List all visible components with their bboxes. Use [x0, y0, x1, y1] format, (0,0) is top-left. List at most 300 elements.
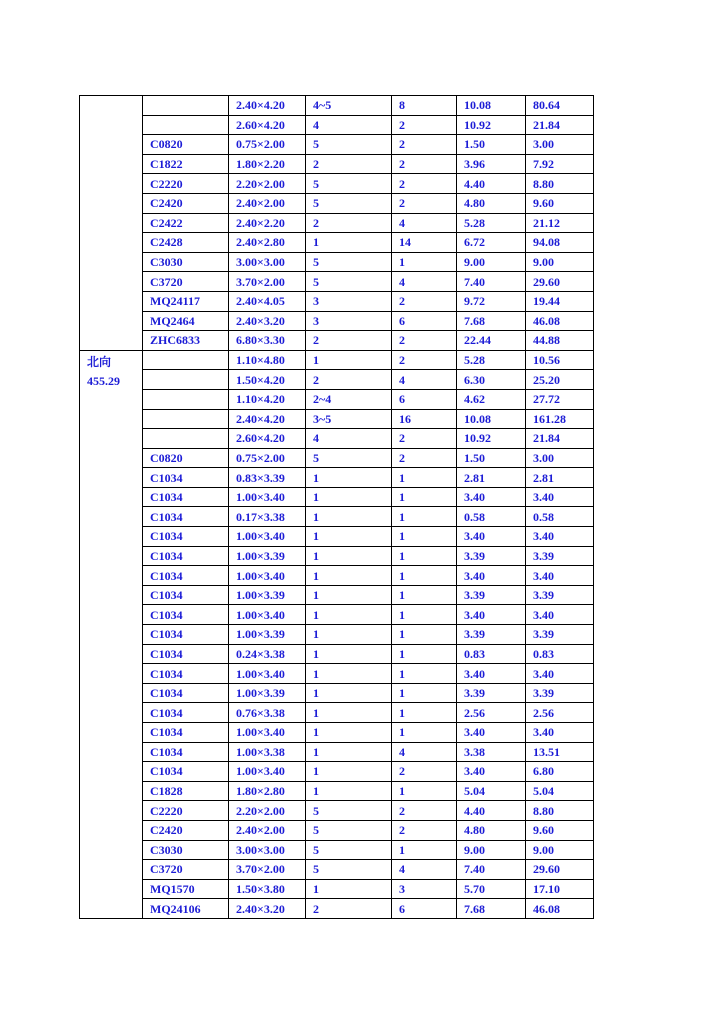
window-code-cell: C1828: [143, 781, 229, 801]
unit-area-cell: 4.62: [457, 389, 526, 409]
count-cell: 2: [392, 801, 457, 821]
window-code-cell: [143, 389, 229, 409]
window-code-cell: C1034: [143, 762, 229, 782]
floor-cell: 5: [306, 193, 392, 213]
unit-area-cell: 9.00: [457, 252, 526, 272]
count-cell: 2: [392, 193, 457, 213]
floor-cell: 1: [306, 546, 392, 566]
table-row: [80, 468, 594, 488]
total-area-cell: 3.00: [526, 448, 594, 468]
total-area-cell: 29.60: [526, 860, 594, 880]
total-area-cell: 46.08: [526, 311, 594, 331]
total-area-cell: 7.92: [526, 154, 594, 174]
window-code-cell: C3030: [143, 840, 229, 860]
count-cell: 4: [392, 370, 457, 390]
size-cell: 1.10×4.20: [229, 389, 306, 409]
size-cell: 1.80×2.80: [229, 781, 306, 801]
unit-area-cell: 3.40: [457, 723, 526, 743]
total-area-cell: 3.40: [526, 605, 594, 625]
floor-cell: 1: [306, 644, 392, 664]
unit-area-cell: 1.50: [457, 448, 526, 468]
total-area-cell: 2.56: [526, 703, 594, 723]
total-area-cell: 8.80: [526, 174, 594, 194]
count-cell: 1: [392, 507, 457, 527]
floor-cell: 1: [306, 703, 392, 723]
table-row: [80, 370, 594, 390]
total-area-cell: 9.00: [526, 252, 594, 272]
total-area-cell: 9.60: [526, 820, 594, 840]
table-row: [80, 291, 594, 311]
table-row: [80, 840, 594, 860]
table-row: [80, 193, 594, 213]
unit-area-cell: 3.39: [457, 625, 526, 645]
size-cell: 2.40×4.05: [229, 291, 306, 311]
table-row: [80, 135, 594, 155]
size-cell: 3.00×3.00: [229, 840, 306, 860]
unit-area-cell: 0.83: [457, 644, 526, 664]
count-cell: 4: [392, 272, 457, 292]
table-row: [80, 703, 594, 723]
window-code-cell: [143, 350, 229, 370]
table-row: [80, 625, 594, 645]
size-cell: 1.50×4.20: [229, 370, 306, 390]
size-cell: 3.00×3.00: [229, 252, 306, 272]
table-row: [80, 664, 594, 684]
count-cell: 2: [392, 762, 457, 782]
unit-area-cell: 3.39: [457, 546, 526, 566]
count-cell: 1: [392, 664, 457, 684]
window-code-cell: C1034: [143, 527, 229, 547]
size-cell: 2.40×4.20: [229, 96, 306, 116]
floor-cell: 5: [306, 820, 392, 840]
total-area-cell: 3.40: [526, 566, 594, 586]
direction-total: 455.29: [87, 373, 120, 388]
size-cell: 2.40×4.20: [229, 409, 306, 429]
direction-label: 北向: [87, 354, 112, 369]
floor-cell: 4~5: [306, 96, 392, 116]
window-code-cell: C1034: [143, 723, 229, 743]
count-cell: 2: [392, 135, 457, 155]
count-cell: 1: [392, 487, 457, 507]
table-row: [80, 389, 594, 409]
window-code-cell: C0820: [143, 135, 229, 155]
size-cell: 1.00×3.40: [229, 605, 306, 625]
total-area-cell: 9.60: [526, 193, 594, 213]
floor-cell: 2: [306, 154, 392, 174]
floor-cell: 2: [306, 213, 392, 233]
size-cell: 0.17×3.38: [229, 507, 306, 527]
size-cell: 2.40×3.20: [229, 311, 306, 331]
direction-cell: [80, 96, 143, 351]
size-cell: 2.40×2.20: [229, 213, 306, 233]
count-cell: 1: [392, 703, 457, 723]
floor-cell: 3: [306, 311, 392, 331]
window-code-cell: C1034: [143, 625, 229, 645]
total-area-cell: 10.56: [526, 350, 594, 370]
window-code-cell: [143, 429, 229, 449]
total-area-cell: 94.08: [526, 233, 594, 253]
floor-cell: 1: [306, 605, 392, 625]
table-row: [80, 879, 594, 899]
unit-area-cell: 5.28: [457, 350, 526, 370]
total-area-cell: 3.40: [526, 664, 594, 684]
total-area-cell: 3.00: [526, 135, 594, 155]
floor-cell: 1: [306, 723, 392, 743]
count-cell: 1: [392, 585, 457, 605]
total-area-cell: 44.88: [526, 331, 594, 351]
floor-cell: 4: [306, 115, 392, 135]
count-cell: 2: [392, 448, 457, 468]
floor-cell: 2~4: [306, 389, 392, 409]
table-row: [80, 585, 594, 605]
total-area-cell: 5.04: [526, 781, 594, 801]
unit-area-cell: 3.40: [457, 664, 526, 684]
floor-cell: 2: [306, 899, 392, 919]
table-row: [80, 115, 594, 135]
total-area-cell: 27.72: [526, 389, 594, 409]
window-code-cell: C1034: [143, 742, 229, 762]
window-code-cell: C1034: [143, 703, 229, 723]
floor-cell: 1: [306, 487, 392, 507]
size-cell: 1.00×3.38: [229, 742, 306, 762]
size-cell: 1.00×3.39: [229, 625, 306, 645]
unit-area-cell: 9.72: [457, 291, 526, 311]
floor-cell: 1: [306, 350, 392, 370]
table-row: [80, 683, 594, 703]
unit-area-cell: 1.50: [457, 135, 526, 155]
count-cell: 1: [392, 781, 457, 801]
size-cell: 1.00×3.39: [229, 683, 306, 703]
window-code-cell: C1034: [143, 566, 229, 586]
floor-cell: 3: [306, 291, 392, 311]
count-cell: 6: [392, 899, 457, 919]
count-cell: 6: [392, 311, 457, 331]
size-cell: 1.50×3.80: [229, 879, 306, 899]
unit-area-cell: 6.30: [457, 370, 526, 390]
window-code-cell: C1034: [143, 605, 229, 625]
count-cell: 2: [392, 115, 457, 135]
floor-cell: 1: [306, 507, 392, 527]
unit-area-cell: 4.80: [457, 193, 526, 213]
table-row: [80, 487, 594, 507]
total-area-cell: 3.40: [526, 723, 594, 743]
count-cell: 4: [392, 860, 457, 880]
window-code-cell: [143, 370, 229, 390]
unit-area-cell: 3.38: [457, 742, 526, 762]
size-cell: 2.40×2.00: [229, 820, 306, 840]
table-row: [80, 899, 594, 919]
count-cell: 1: [392, 527, 457, 547]
table-row: [80, 311, 594, 331]
unit-area-cell: 3.39: [457, 585, 526, 605]
size-cell: 1.80×2.20: [229, 154, 306, 174]
unit-area-cell: 3.40: [457, 605, 526, 625]
size-cell: 2.20×2.00: [229, 174, 306, 194]
window-code-cell: C2420: [143, 820, 229, 840]
total-area-cell: 0.58: [526, 507, 594, 527]
size-cell: 1.00×3.40: [229, 527, 306, 547]
floor-cell: 2: [306, 370, 392, 390]
size-cell: 1.00×3.40: [229, 664, 306, 684]
total-area-cell: 6.80: [526, 762, 594, 782]
count-cell: 1: [392, 546, 457, 566]
floor-cell: 5: [306, 860, 392, 880]
floor-cell: 5: [306, 801, 392, 821]
floor-cell: 1: [306, 683, 392, 703]
total-area-cell: 3.40: [526, 527, 594, 547]
window-code-cell: C1822: [143, 154, 229, 174]
window-code-cell: C3030: [143, 252, 229, 272]
total-area-cell: 161.28: [526, 409, 594, 429]
floor-cell: 1: [306, 233, 392, 253]
count-cell: 1: [392, 625, 457, 645]
unit-area-cell: 10.92: [457, 115, 526, 135]
window-code-cell: C3720: [143, 272, 229, 292]
window-code-cell: C1034: [143, 468, 229, 488]
floor-cell: 1: [306, 742, 392, 762]
size-cell: 2.40×2.00: [229, 193, 306, 213]
count-cell: 1: [392, 566, 457, 586]
window-code-cell: MQ1570: [143, 879, 229, 899]
unit-area-cell: 2.81: [457, 468, 526, 488]
window-code-cell: C1034: [143, 546, 229, 566]
table-row: [80, 213, 594, 233]
unit-area-cell: 6.72: [457, 233, 526, 253]
window-code-cell: C1034: [143, 585, 229, 605]
table-row: [80, 409, 594, 429]
total-area-cell: 29.60: [526, 272, 594, 292]
total-area-cell: 3.39: [526, 625, 594, 645]
count-cell: 4: [392, 213, 457, 233]
count-cell: 4: [392, 742, 457, 762]
count-cell: 1: [392, 605, 457, 625]
count-cell: 1: [392, 840, 457, 860]
table-row: [80, 605, 594, 625]
size-cell: 2.20×2.00: [229, 801, 306, 821]
floor-cell: 5: [306, 840, 392, 860]
size-cell: 1.00×3.40: [229, 762, 306, 782]
unit-area-cell: 0.58: [457, 507, 526, 527]
table-row: [80, 742, 594, 762]
total-area-cell: 80.64: [526, 96, 594, 116]
table-row: [80, 723, 594, 743]
total-area-cell: 21.12: [526, 213, 594, 233]
table-row: [80, 429, 594, 449]
table-row: [80, 860, 594, 880]
table-row: [80, 507, 594, 527]
unit-area-cell: 2.56: [457, 703, 526, 723]
floor-cell: 2: [306, 331, 392, 351]
unit-area-cell: 3.40: [457, 566, 526, 586]
unit-area-cell: 3.39: [457, 683, 526, 703]
size-cell: 3.70×2.00: [229, 272, 306, 292]
count-cell: 2: [392, 331, 457, 351]
table-row: [80, 331, 594, 351]
table-row: [80, 96, 594, 116]
floor-cell: 1: [306, 625, 392, 645]
count-cell: 1: [392, 723, 457, 743]
table-row: [80, 233, 594, 253]
window-code-cell: C2420: [143, 193, 229, 213]
table-row: [80, 546, 594, 566]
unit-area-cell: 4.80: [457, 820, 526, 840]
count-cell: 1: [392, 468, 457, 488]
size-cell: 6.80×3.30: [229, 331, 306, 351]
count-cell: 6: [392, 389, 457, 409]
size-cell: 3.70×2.00: [229, 860, 306, 880]
count-cell: 8: [392, 96, 457, 116]
table-row: [80, 350, 594, 370]
size-cell: 0.75×2.00: [229, 135, 306, 155]
total-area-cell: 3.39: [526, 683, 594, 703]
total-area-cell: 25.20: [526, 370, 594, 390]
total-area-cell: 3.39: [526, 585, 594, 605]
size-cell: 1.00×3.40: [229, 723, 306, 743]
table-row: [80, 566, 594, 586]
table-row: [80, 820, 594, 840]
unit-area-cell: 4.40: [457, 801, 526, 821]
size-cell: 1.00×3.40: [229, 487, 306, 507]
table-row: [80, 448, 594, 468]
unit-area-cell: 3.40: [457, 527, 526, 547]
total-area-cell: 21.84: [526, 429, 594, 449]
window-code-cell: C2220: [143, 174, 229, 194]
window-code-cell: C1034: [143, 487, 229, 507]
window-code-cell: C1034: [143, 664, 229, 684]
floor-cell: 5: [306, 252, 392, 272]
floor-cell: 4: [306, 429, 392, 449]
floor-cell: 5: [306, 135, 392, 155]
window-code-cell: C2220: [143, 801, 229, 821]
total-area-cell: 0.83: [526, 644, 594, 664]
table-row: [80, 644, 594, 664]
floor-cell: 1: [306, 879, 392, 899]
window-schedule-table: [79, 95, 594, 919]
count-cell: 3: [392, 879, 457, 899]
window-code-cell: MQ2464: [143, 311, 229, 331]
table-row: [80, 527, 594, 547]
unit-area-cell: 9.00: [457, 840, 526, 860]
unit-area-cell: 10.08: [457, 409, 526, 429]
size-cell: 0.24×3.38: [229, 644, 306, 664]
size-cell: 1.00×3.39: [229, 585, 306, 605]
unit-area-cell: 7.40: [457, 860, 526, 880]
size-cell: 2.60×4.20: [229, 115, 306, 135]
size-cell: 1.10×4.80: [229, 350, 306, 370]
unit-area-cell: 3.96: [457, 154, 526, 174]
unit-area-cell: 4.40: [457, 174, 526, 194]
floor-cell: 5: [306, 272, 392, 292]
total-area-cell: 46.08: [526, 899, 594, 919]
unit-area-cell: 7.68: [457, 899, 526, 919]
window-code-cell: C0820: [143, 448, 229, 468]
floor-cell: 1: [306, 664, 392, 684]
total-area-cell: 3.39: [526, 546, 594, 566]
size-cell: 0.75×2.00: [229, 448, 306, 468]
count-cell: 1: [392, 683, 457, 703]
count-cell: 2: [392, 174, 457, 194]
size-cell: 0.83×3.39: [229, 468, 306, 488]
unit-area-cell: 5.28: [457, 213, 526, 233]
count-cell: 1: [392, 252, 457, 272]
window-code-cell: [143, 96, 229, 116]
floor-cell: 1: [306, 527, 392, 547]
floor-cell: 5: [306, 448, 392, 468]
floor-cell: 1: [306, 781, 392, 801]
unit-area-cell: 7.40: [457, 272, 526, 292]
total-area-cell: 13.51: [526, 742, 594, 762]
unit-area-cell: 10.08: [457, 96, 526, 116]
window-code-cell: C2428: [143, 233, 229, 253]
table-body: [80, 96, 594, 919]
count-cell: 2: [392, 350, 457, 370]
window-code-cell: [143, 409, 229, 429]
unit-area-cell: 7.68: [457, 311, 526, 331]
total-area-cell: 8.80: [526, 801, 594, 821]
size-cell: 2.40×3.20: [229, 899, 306, 919]
window-code-cell: C1034: [143, 683, 229, 703]
floor-cell: 1: [306, 468, 392, 488]
window-code-cell: MQ24117: [143, 291, 229, 311]
unit-area-cell: 5.04: [457, 781, 526, 801]
floor-cell: 1: [306, 585, 392, 605]
window-code-cell: C1034: [143, 507, 229, 527]
unit-area-cell: 22.44: [457, 331, 526, 351]
window-code-cell: ZHC6833: [143, 331, 229, 351]
floor-cell: 1: [306, 762, 392, 782]
size-cell: 1.00×3.39: [229, 546, 306, 566]
count-cell: 14: [392, 233, 457, 253]
count-cell: 1: [392, 644, 457, 664]
total-area-cell: 9.00: [526, 840, 594, 860]
direction-cell: [80, 350, 143, 918]
floor-cell: 1: [306, 566, 392, 586]
size-cell: 0.76×3.38: [229, 703, 306, 723]
window-code-cell: C1034: [143, 644, 229, 664]
count-cell: 2: [392, 291, 457, 311]
window-code-cell: C2422: [143, 213, 229, 233]
unit-area-cell: 10.92: [457, 429, 526, 449]
count-cell: 16: [392, 409, 457, 429]
table-row: [80, 154, 594, 174]
count-cell: 2: [392, 154, 457, 174]
floor-cell: 5: [306, 174, 392, 194]
floor-cell: 3~5: [306, 409, 392, 429]
size-cell: 2.40×2.80: [229, 233, 306, 253]
size-cell: 2.60×4.20: [229, 429, 306, 449]
total-area-cell: 19.44: [526, 291, 594, 311]
total-area-cell: 21.84: [526, 115, 594, 135]
table-row: [80, 252, 594, 272]
unit-area-cell: 5.70: [457, 879, 526, 899]
table-row: [80, 781, 594, 801]
unit-area-cell: 3.40: [457, 487, 526, 507]
size-cell: 1.00×3.40: [229, 566, 306, 586]
total-area-cell: 2.81: [526, 468, 594, 488]
table-row: [80, 801, 594, 821]
total-area-cell: 17.10: [526, 879, 594, 899]
window-code-cell: MQ24106: [143, 899, 229, 919]
table-row: [80, 762, 594, 782]
table-row: [80, 174, 594, 194]
unit-area-cell: 3.40: [457, 762, 526, 782]
window-code-cell: [143, 115, 229, 135]
count-cell: 2: [392, 820, 457, 840]
table-row: [80, 272, 594, 292]
count-cell: 2: [392, 429, 457, 449]
total-area-cell: 3.40: [526, 487, 594, 507]
window-code-cell: C3720: [143, 860, 229, 880]
